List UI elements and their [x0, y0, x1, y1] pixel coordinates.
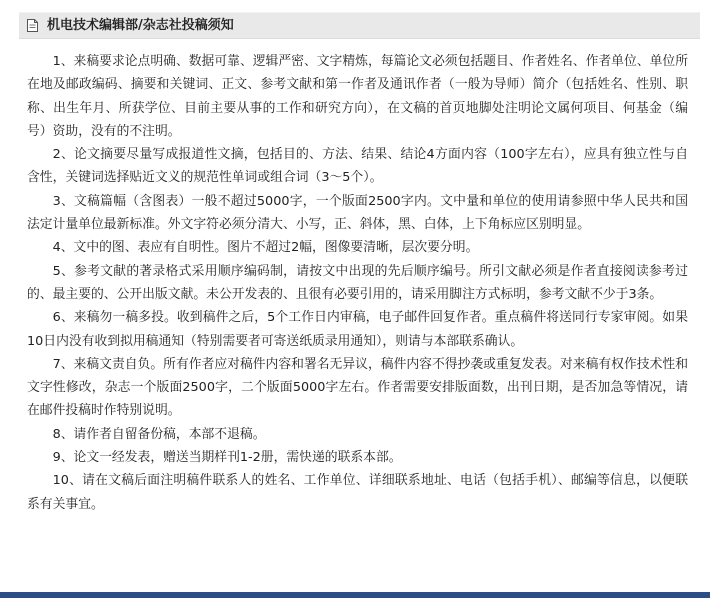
- guideline-item-7: 7、来稿文责自负。所有作者应对稿件内容和署名无异议，稿件内容不得抄袭或重复发表。对来稿有权作技术性和文字性修改，杂志一个版面2500字，二个版面5000字左右。作者需要安排版面数，出刊日期，是否加急等情况，请在邮件投稿时作特别说明。: [27, 356, 688, 419]
- guideline-item-4: 4、文中的图、表应有自明性。图片不超过2幅，图像要清晰，层次要分明。: [52, 240, 479, 256]
- guideline-item-2: 2、论文摘要尽量写成报道性文摘，包括目的、方法、结果、结论4方面内容（100字左右），应具有独立性与自含性，关键词选择贴近文义的规范性单词或组合词（3～5个）。: [27, 147, 688, 186]
- bottom-divider: [0, 592, 710, 598]
- guideline-item-8: 8、请作者自留备份稿，本部不退稿。: [52, 426, 266, 442]
- guidelines-body: [27, 50, 688, 516]
- guideline-item-10: 10、请在文稿后面注明稿件联系人的姓名、工作单位、详细联系地址、电话（包括手机）、邮编等信息，以便联系有关事宜。: [27, 473, 688, 512]
- document-icon: [27, 19, 38, 32]
- guideline-item-6: 6、来稿勿一稿多投。收到稿件之后，5个工作日内审稿，电子邮件回复作者。重点稿件将送同行专家审阅。如果10日内没有收到拟用稿通知（特别需要者可寄送纸质录用通知），则请与本部联系确认。: [27, 310, 688, 349]
- guideline-item-5: 5、参考文献的著录格式采用顺序编码制，请按文中出现的先后顺序编号。所引文献必须是作者直接阅读参考过的、最主要的、公开出版文献。未公开发表的、且很有必要引用的，请采用脚注方式标明，参考文献不少于3条。: [27, 263, 688, 302]
- guideline-item-9: 9、论文一经发表，赠送当期样刊1-2册，需快递的联系本部。: [52, 450, 402, 466]
- guideline-item-3: 3、文稿篇幅（含图表）一般不超过5000字，一个版面2500字内。文中量和单位的使用请参照中华人民共和国法定计量单位最新标准。外文字符必须分清大、小写，正、斜体，黑、白体，上下角标应区别明显。: [27, 193, 688, 233]
- guideline-item-1: 1、来稿要求论点明确、数据可靠、逻辑严密、文字精炼，每篇论文必须包括题目、作者姓名、作者单位、单位所在地及邮政编码、摘要和关键词、正文、参考文献和第一作者及通讯作者（一般为导师）简介（包括姓名、性别、职称、出生年月、所获学位、目前主要从事的工作和研究方向），在文稿的首页地脚处注明论文属何项目、何基金（编号）资助，没有的不注明。: [27, 54, 688, 139]
- page-title: 机电技术编辑部/杂志社投稿须知: [47, 18, 234, 33]
- section-header: [19, 12, 700, 39]
